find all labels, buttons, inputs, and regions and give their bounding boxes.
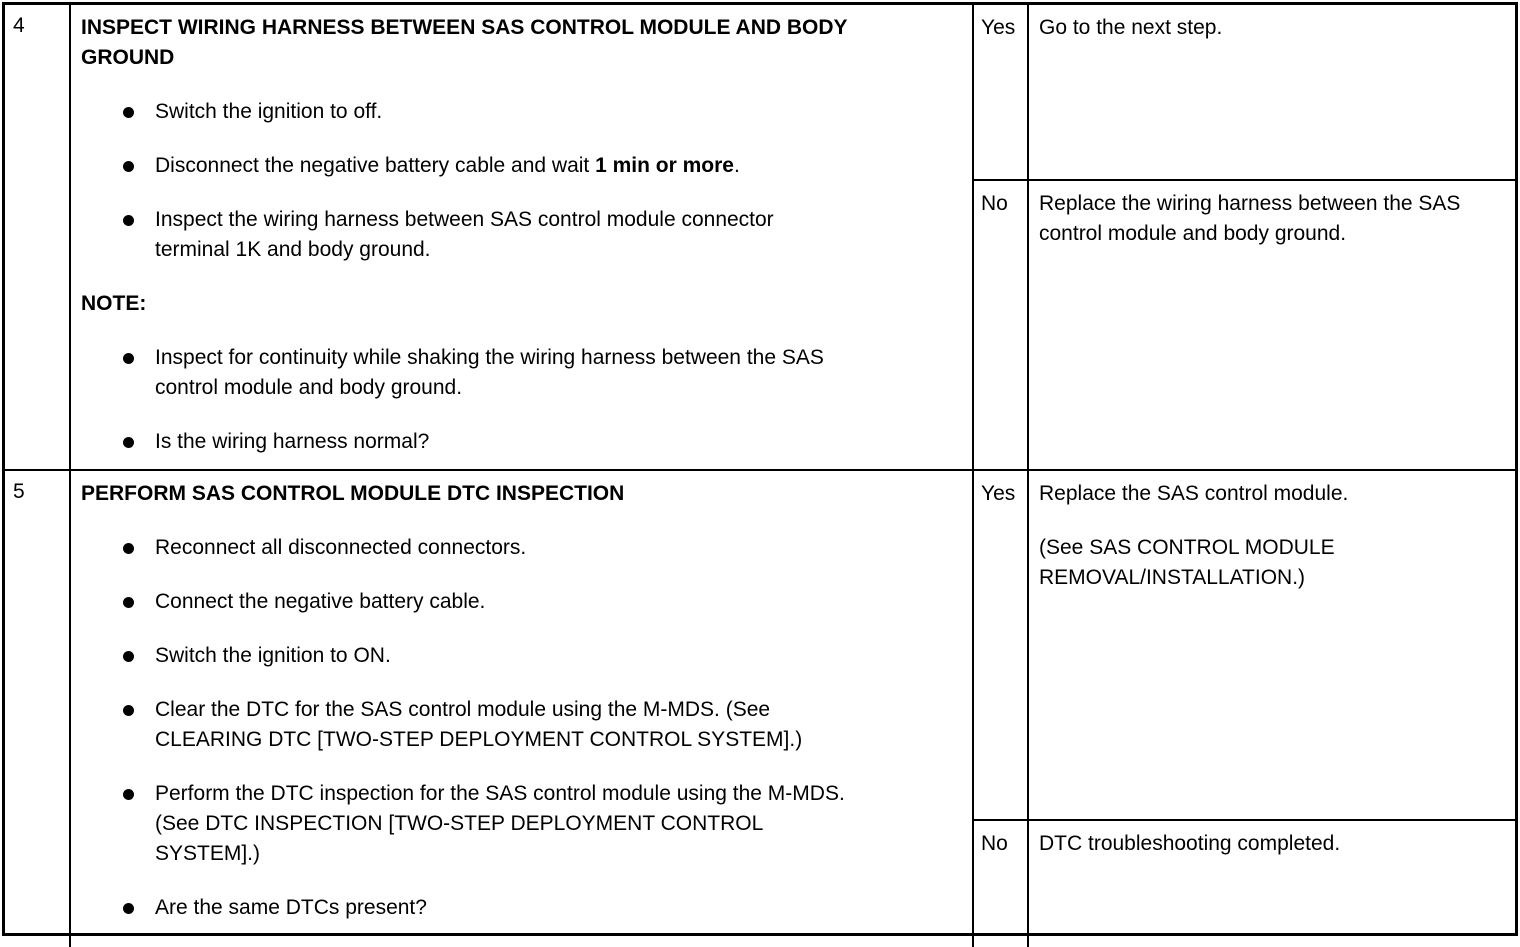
no-action-text: Replace the wiring harness between the SAS control module and body ground. [1039, 192, 1461, 245]
yes-action-cell [1029, 471, 1515, 819]
bullet-text: Reconnect all disconnected connectors. [155, 536, 527, 559]
no-label-cell [974, 821, 1029, 947]
bullet-icon [123, 789, 134, 800]
bullet-text: Is the wiring harness normal? [155, 430, 430, 453]
procedure-cell [69, 471, 974, 947]
no-label: No [981, 192, 1008, 215]
bullet-text: Connect the negative battery cable. [155, 590, 486, 613]
bullet-item [123, 641, 962, 671]
bullet-text-segment: Disconnect the negative battery cable and wait [155, 154, 596, 177]
bullet-icon [123, 107, 134, 118]
bullet-icon [123, 597, 134, 608]
bullet-text-segment: . [733, 154, 740, 177]
bullet-icon [123, 651, 134, 662]
bullet-item [123, 893, 962, 923]
yes-action-text: Go to the next step. [1039, 16, 1223, 39]
bullet-item [123, 533, 962, 563]
step-number-cell [5, 5, 69, 469]
step-row-5 [5, 469, 1515, 947]
step-number: 4 [13, 14, 25, 37]
bullet-item [123, 587, 962, 617]
bullet-item [123, 151, 962, 181]
bullet-text-bold-segment: 1 min or more [595, 154, 734, 177]
step-number: 5 [13, 480, 25, 503]
no-label-cell [974, 181, 1029, 469]
bullet-text: Switch the ignition to ON. [155, 644, 391, 667]
step-row-4 [5, 5, 1515, 469]
yes-label-cell [974, 5, 1029, 179]
step-title: INSPECT WIRING HARNESS BETWEEN SAS CONTROL MODULE AND BODY GROUND [81, 16, 848, 69]
yes-label: Yes [981, 16, 1016, 39]
result-no-row [974, 819, 1515, 947]
step-number-cell [5, 471, 69, 947]
yes-label-cell [974, 471, 1029, 819]
procedure-cell [69, 5, 974, 469]
yes-action-text: Replace the SAS control module. [1039, 482, 1349, 505]
bullet-icon [123, 353, 134, 364]
bullet-text [155, 151, 740, 181]
bullet-item [123, 343, 962, 403]
bullet-text: Switch the ignition to off. [155, 100, 383, 123]
bullet-text: Inspect for continuity while shaking the wiring harness between the SAS control module and body ground. [155, 346, 824, 399]
bullet-item [123, 205, 962, 265]
no-action-text: DTC troubleshooting completed. [1039, 832, 1341, 855]
bullet-icon [123, 161, 134, 172]
bullet-icon [123, 705, 134, 716]
step-title: PERFORM SAS CONTROL MODULE DTC INSPECTION [81, 482, 625, 505]
result-yes-row [974, 5, 1515, 179]
note-label: NOTE: [81, 292, 147, 315]
bullet-text: Inspect the wiring harness between SAS control module connector terminal 1K and body ground. [155, 208, 774, 261]
result-no-row [974, 179, 1515, 469]
yes-action-reference: (See SAS CONTROL MODULE REMOVAL/INSTALLATION.) [1039, 536, 1335, 589]
yes-label: Yes [981, 482, 1016, 505]
bullet-item [123, 779, 962, 869]
bullet-icon [123, 215, 134, 226]
result-yes-row [974, 471, 1515, 819]
no-label: No [981, 832, 1008, 855]
no-action-cell [1029, 181, 1515, 469]
bullet-item [123, 427, 962, 457]
bullet-icon [123, 903, 134, 914]
results-column [974, 5, 1515, 469]
no-action-cell [1029, 821, 1515, 947]
bullet-item [123, 695, 962, 755]
results-column [974, 471, 1515, 947]
bullet-text: Perform the DTC inspection for the SAS control module using the M-MDS. (See DTC INSPECTION [TWO-STEP DEPLOYMENT CONTROL SYSTEM].) [155, 782, 845, 865]
bullet-text: Are the same DTCs present? [155, 896, 427, 919]
yes-action-cell [1029, 5, 1515, 179]
bullet-icon [123, 543, 134, 554]
bullet-item [123, 97, 962, 127]
bullet-text: Clear the DTC for the SAS control module using the M-MDS. (See CLEARING DTC [TWO-STEP DEPLOYMENT CONTROL SYSTEM].) [155, 698, 803, 751]
dtc-troubleshooting-table [2, 2, 1518, 936]
bullet-icon [123, 437, 134, 448]
